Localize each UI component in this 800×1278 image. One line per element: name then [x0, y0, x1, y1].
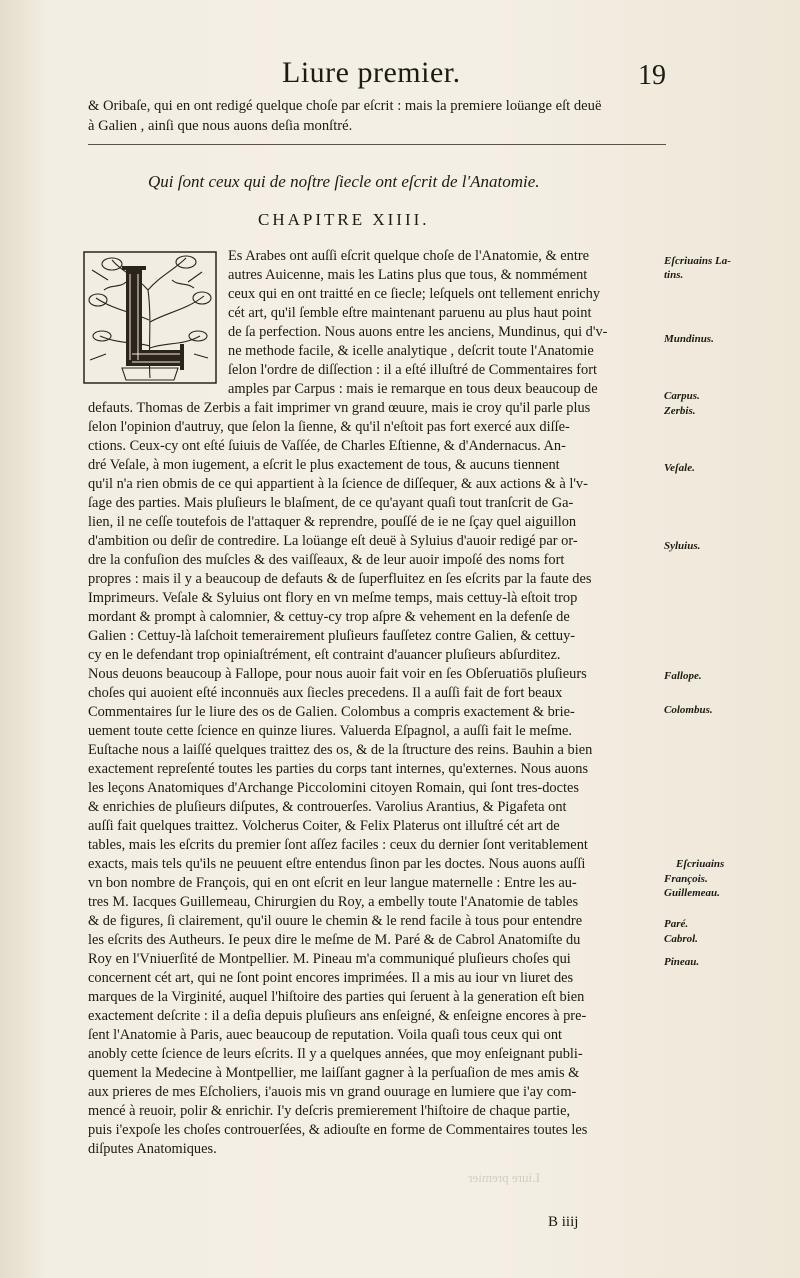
bleed-through-text: Liure premier [468, 1170, 540, 1185]
body-line: ſage des parties. Mais pluſieurs le blaſment, de ce qu'ayant quaſi tout tranſcrit de Ga- [88, 495, 574, 511]
body-line: anobly cette ſcience de leurs eſcrits. Il y a quelques années, que moy enſeignant publi- [88, 1046, 583, 1062]
body-line: ne methode facile, & icelle analytique , deſcrit toute l'Anatomie [228, 343, 594, 359]
body-line: dre la confuſion des muſcles & des vaiſſeaux, & de leur auoir impoſé des noms fort [88, 552, 565, 568]
marginal-note: Mundinus. [664, 333, 714, 345]
marginal-note: Veſale. [664, 462, 695, 474]
body-line: puis i'expoſe les choſes controuerſées, & adiouſte en forme de Commentaires toutes les [88, 1122, 588, 1138]
body-line: d'ambition ou deſir de contredire. La loüange eſt deuë à Syluius d'auoir redigé par or- [88, 533, 578, 549]
running-head-title: Liure premier. [282, 56, 461, 89]
body-line: marques de la Virginité, auquel l'hiſtoire des parties qui ſeruent à la generation eſt bien [88, 989, 585, 1005]
marginal-note: Guillemeau. [664, 887, 720, 899]
marginal-note: Colombus. [664, 704, 713, 716]
body-line: ctions. Ceux-cy ont eſté ſuiuis de Vaſſée, de Charles Eſtienne, & d'Andernacus. An- [88, 438, 566, 454]
body-line: lien, il ne ceſſe toutefois de l'attaquer & reprendre, pouſſé de ie ne ſçay quel aiguillon [88, 514, 577, 530]
body-line: cy en le defendant trop opiniaſtrément, eſt contraint d'auancer pluſieurs abſurditez. [88, 647, 561, 663]
chapter-heading: CHAPITRE XIIII. [258, 210, 430, 229]
body-line: Imprimeurs. Veſale & Syluius ont flory en vn meſme temps, mais cettuy-là eſtoit trop [88, 590, 578, 606]
running-head [0, 50, 800, 96]
page-number: 19 [638, 60, 666, 91]
marginal-note: Pineau. [664, 956, 700, 968]
body-line: exactement deſcrite : il a deſia depuis pluſieurs ans enſeigné, & enſeigne encores à pre- [88, 1008, 587, 1024]
body-line: amples par Carpus : mais ie remarque en tous deux beaucoup de [228, 381, 598, 397]
body-line: qu'il n'a rien obmis de ce qui appartient à la ſcience de diſſequer, & aux actions & à l'v- [88, 476, 588, 492]
body-line: auſſi fait quelques traittez. Volcherus Coiter, & Felix Platerus ont illuſtré cét art de [88, 818, 560, 834]
body-line: ſelon l'opinion d'autruy, que ſelon la ſienne, & qu'il n'eſtoit pas fort exercé aux diſſe- [88, 419, 570, 435]
section-divider [88, 144, 666, 145]
body-line: dré Veſale, à mon iugement, a eſcrit le plus exactement de tous, & aucuns tiennent [88, 457, 560, 473]
signature-mark: B iiij [548, 1214, 579, 1230]
body-line: cét art, qu'il ſemble eſtre maintenant paruenu au plus haut point [228, 305, 592, 321]
section-heading: Qui ſont ceux qui de noſtre ſiecle ont eſcrit de l'Anatomie. [148, 172, 540, 191]
marginal-note: François. [664, 873, 708, 885]
marginal-note: Eſcriuains La- [664, 255, 731, 267]
body-line: mencé à reuoir, polir & enrichir. I'y deſcris premierement l'hiſtoire de chaque partie, [88, 1103, 571, 1119]
body-line: de ſa perfection. Nous auons entre les anciens, Mundinus, qui d'v- [228, 324, 608, 340]
body-line: les leçons Anatomiques d'Archange Piccolomini citoyen Romain, qui ſont tres-doctes [88, 780, 579, 796]
continuation-line: & Oribaſe, qui en ont redigé quelque choſe par eſcrit : mais la premiere loüange eſt deuë [88, 98, 602, 114]
body-line: Commentaires ſur le liure des os de Galien. Colombus a compris exactement & brie- [88, 704, 575, 720]
body-line: mordant & prompt à calomnier, & cettuy-cy trop aſpre & vehement en la defenſe de [88, 609, 570, 625]
body-line: vn bon nombre de François, qui en ont eſcrit en leur langue maternelle : Entre les au- [88, 875, 577, 891]
body-line: Galien : Cettuy-là laſchoit temerairement pluſieurs fauſſetez contre Galien, & cettuy- [88, 628, 576, 644]
body-line: tres M. Iacques Guillemeau, Chirurgien du Roy, a embelly toute l'Anatomie de tables [88, 894, 579, 910]
body-line: ceux qui en ont traitté en ce ſiecle; leſquels ont tellement enrichy [228, 286, 601, 302]
marginal-note: Syluius. [664, 540, 701, 552]
body-line: & de figures, ſi clairement, qu'il ouure le chemin & le rend facile à tous pour entendre [88, 913, 583, 929]
body-line: Es Arabes ont auſſi eſcrit quelque choſe de l'Anatomie, & entre [228, 248, 590, 264]
marginal-note: Cabrol. [664, 933, 698, 945]
marginal-note: Zerbis. [664, 405, 696, 417]
body-line: ſent l'Anatomie à Paris, auec beaucoup de reputation. Voila quaſi tous ceux qui ont [88, 1027, 563, 1043]
continuation-line: à Galien , ainſi que nous auons deſia monſtré. [88, 118, 353, 134]
body-line: autres Auicenne, mais les Latins plus que tous, & nommément [228, 267, 588, 283]
decorated-initial-L [82, 250, 218, 385]
body-line: ſelon l'ordre de diſſection : il a eſté illuſtré de Commentaires fort [228, 362, 598, 378]
body-line: concernent cét art, qui ne ſont point encores imprimées. Il a mis au iour vn liuret des [88, 970, 574, 986]
body-line: choſes qui auoient eſté inconnuës aux ſiecles precedens. Il a auſſi fait de fort beaux [88, 685, 563, 701]
body-line: tables, mais les eſcrits du premier ſont aſſez faciles : ceux du dernier ſont veritablement [88, 837, 588, 853]
body-line: exacts, mais tels qu'ils ne peuuent eſtre entendus ſinon par les doctes. Nous auons auſſi [88, 856, 586, 872]
body-line: aux prieres de mes Eſcholiers, i'auois mis vn grand ouurage en lumiere que i'ay com- [88, 1084, 577, 1100]
body-line: Roy en l'Vniuerſité de Montpellier. M. Pineau m'a communiqué pluſieurs choſes qui [88, 951, 571, 967]
body-line: quement la Medecine à Montpellier, me laiſſant gagner à la perſuaſion de mes amis & [88, 1065, 580, 1081]
marginal-note: tins. [664, 269, 684, 281]
body-line: diſputes Anatomiques. [88, 1141, 217, 1157]
marginal-note: Eſcriuains [676, 858, 725, 870]
body-line: exactement repreſenté toutes les parties du corps tant internes, qu'externes. Nous auons [88, 761, 589, 777]
body-line: les eſcrits des Autheurs. Ie peux dire le meſme de M. Paré & de Cabrol Anatomiſte du [88, 932, 581, 948]
body-line: propres : mais il y a beaucoup de defauts & de ſuperfluitez en ſes eſcrits par la faute des [88, 571, 592, 587]
body-line: uement toute cette ſcience en quinze liures. Valuerda Eſpagnol, a auſſi fait le meſme. [88, 723, 573, 739]
marginal-note: Fallope. [664, 670, 702, 682]
marginal-note: Carpus. [664, 390, 700, 402]
body-line: Nous deuons beaucoup à Fallope, pour nous auoir fait voir en ſes Obſeruatiōs pluſieurs [88, 666, 587, 682]
body-line: defauts. Thomas de Zerbis a fait imprimer vn grand œuure, mais ie croy qu'il parle plus [88, 400, 591, 416]
marginal-note: Paré. [664, 918, 689, 930]
body-line: Euſtache nous a laiſſé quelques traittez des os, & de la ſtructure des reins. Bauhin a bien [88, 742, 593, 758]
body-line: & enrichies de pluſieurs diſputes, & controuerſes. Varolius Arantius, & Pigafeta ont [88, 799, 567, 815]
foliage-ornament [82, 250, 218, 385]
